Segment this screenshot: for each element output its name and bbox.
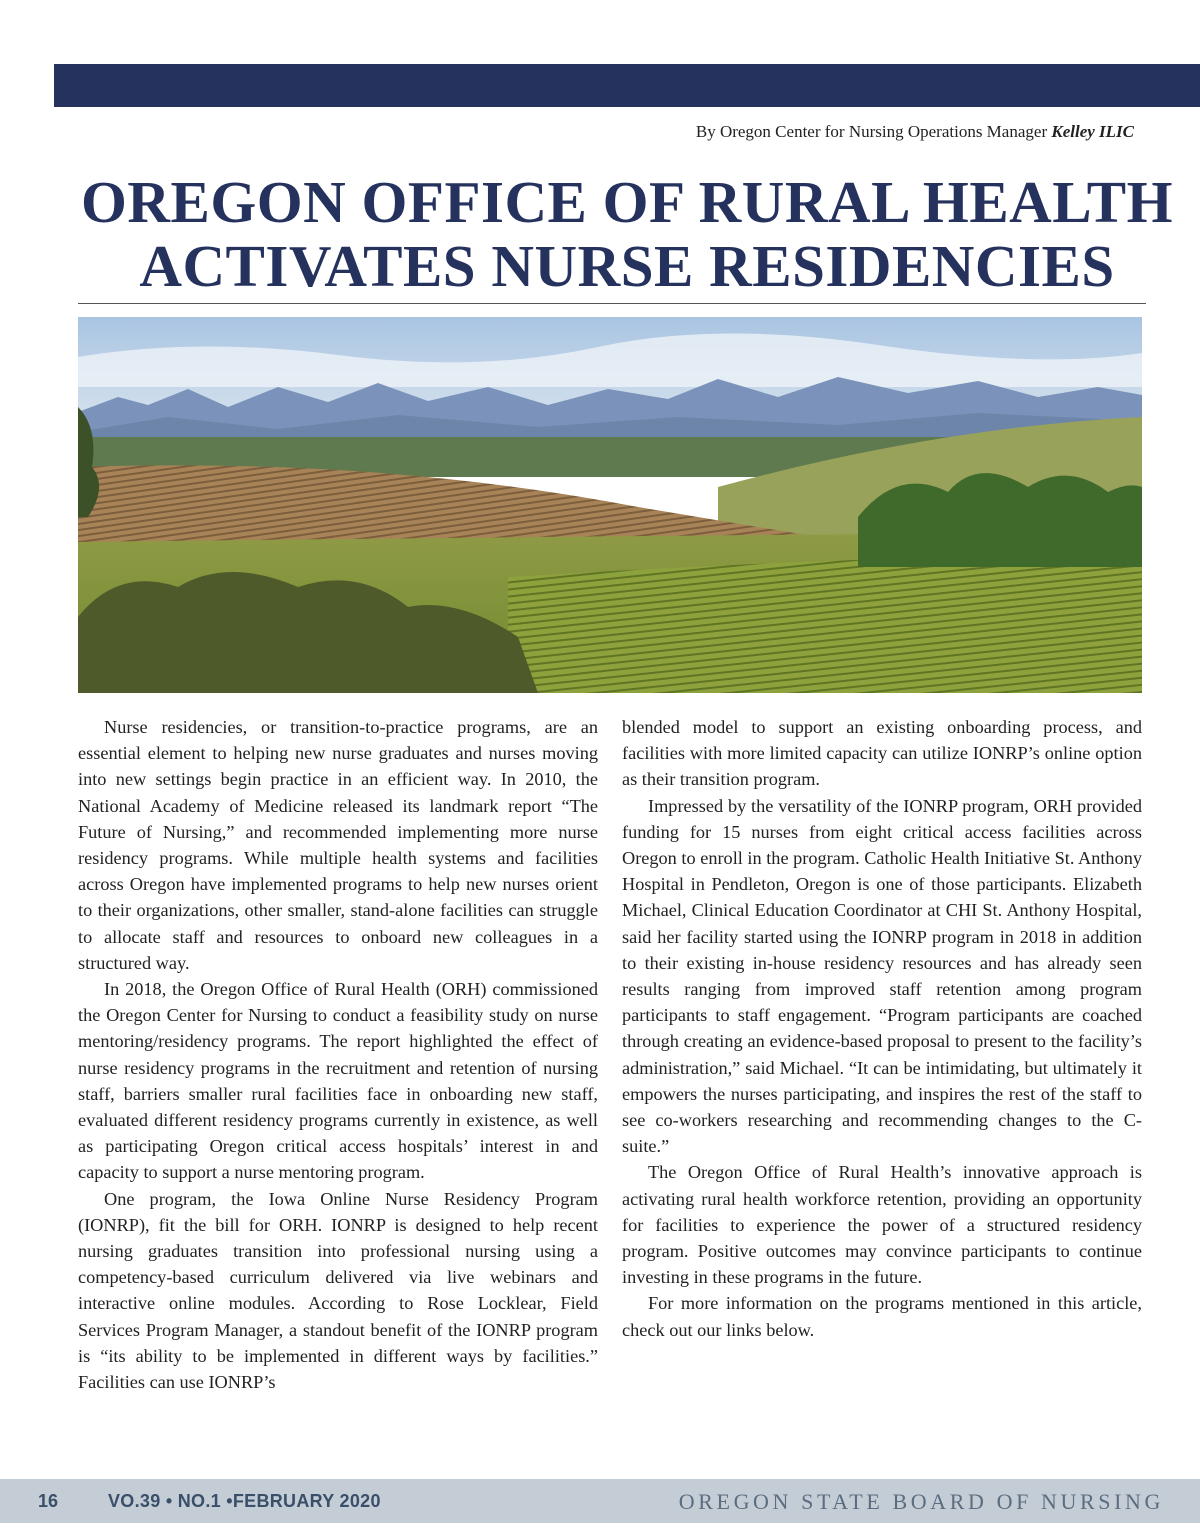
page-number: 16 xyxy=(38,1491,59,1511)
article-column-right xyxy=(622,714,1142,1343)
page-footer xyxy=(0,1479,1200,1523)
header-band xyxy=(54,64,1200,107)
paragraph: In 2018, the Oregon Office of Rural Health (ORH) commissioned the Oregon Center for Nursing to conduct a feasibility study on nurse mentoring/residency programs. The report highlighted the effect of nurse residency programs in the recruitment and retention of nursing staff, barriers smaller rural facilities face in onboarding new staff, evaluated different residency programs currently in existence, as well as participating Oregon critical access hospitals’ interest in and capacity to support a nurse mentoring program. xyxy=(78,979,598,1183)
paragraph: For more information on the programs mentioned in this article, check out our links below. xyxy=(622,1293,1142,1340)
paragraph-continuation: blended model to support an existing onboarding process, and facilities with more limited capacity can utilize IONRP’s online option as their transition program. xyxy=(622,717,1142,790)
paragraph: The Oregon Office of Rural Health’s innovative approach is activating rural health workforce retention, providing an opportunity for facilities to experience the power of a structured residency program. Positive outcomes may convince participants to continue investing in these programs in the future. xyxy=(622,1162,1142,1288)
headline-line-2: ACTIVATES NURSE RESIDENCIES xyxy=(139,233,1115,299)
paragraph: One program, the Iowa Online Nurse Residency Program (IONRP), fit the bill for ORH. IONRP is designed to help recent nursing graduates transition into professional nursing using a competency-based curriculum delivered via live webinars and interactive online modules. According to Rose Locklear, Field Services Program Manager, a standout benefit of the IONRP program is “its ability to be implemented in different ways by facilities.” Facilities can use IONRP’s xyxy=(78,1188,598,1393)
headline-line-1: OREGON OFFICE OF RURAL HEALTH xyxy=(81,169,1173,235)
headline-divider xyxy=(78,303,1146,304)
photo-green-rows xyxy=(508,552,1142,693)
paragraph: Impressed by the versatility of the IONRP program, ORH provided funding for 15 nurses from eight critical access facilities across Oregon to enroll in the program. Catholic Health Initiative St. Anthony Hospital in Pendleton, Oregon is one of those participants. Elizabeth Michael, Clinical Education Coordinator at CHI St. Anthony Hospital, said her facility started using the IONRP program in 2018 in addition to their existing in-house residency resources and has already seen results ranging from improved staff retention among program participants to staff engagement. “Program participants are coached through creating an evidence-based proposal to present to the facility’s administration,” said Michael. “It can be intimidating, but ultimately it empowers the nurses participating, and inspires the rest of the staff to see co-workers researching and recommending changes to the C-suite.” xyxy=(622,795,1142,1157)
paragraph: Nurse residencies, or transition-to-practice programs, are an essential element to helping new nurse graduates and nurses moving into new settings begin practice in an efficient way. In 2010, the National Academy of Medicine released its landmark report “The Future of Nursing,” and recommended implementing more nurse residency programs. While multiple health systems and facilities across Oregon have implemented programs to help new nurses orient to their organizations, other smaller, stand-alone facilities can struggle to allocate staff and resources to onboard new colleagues in a structured way. xyxy=(78,717,598,973)
publication-name: OREGON STATE BOARD OF NURSING xyxy=(678,1489,1164,1514)
issue-info: VO.39 • NO.1 •FEBRUARY 2020 xyxy=(108,1491,381,1511)
article-column-left xyxy=(78,714,598,1395)
byline xyxy=(696,122,1134,142)
landscape-photo xyxy=(78,317,1142,693)
article-headline xyxy=(54,170,1200,298)
byline-author: Kelley ILIC xyxy=(1051,122,1134,141)
byline-prefix: By Oregon Center for Nursing Operations Manager xyxy=(695,122,1052,141)
photo-tree-line xyxy=(858,473,1142,567)
